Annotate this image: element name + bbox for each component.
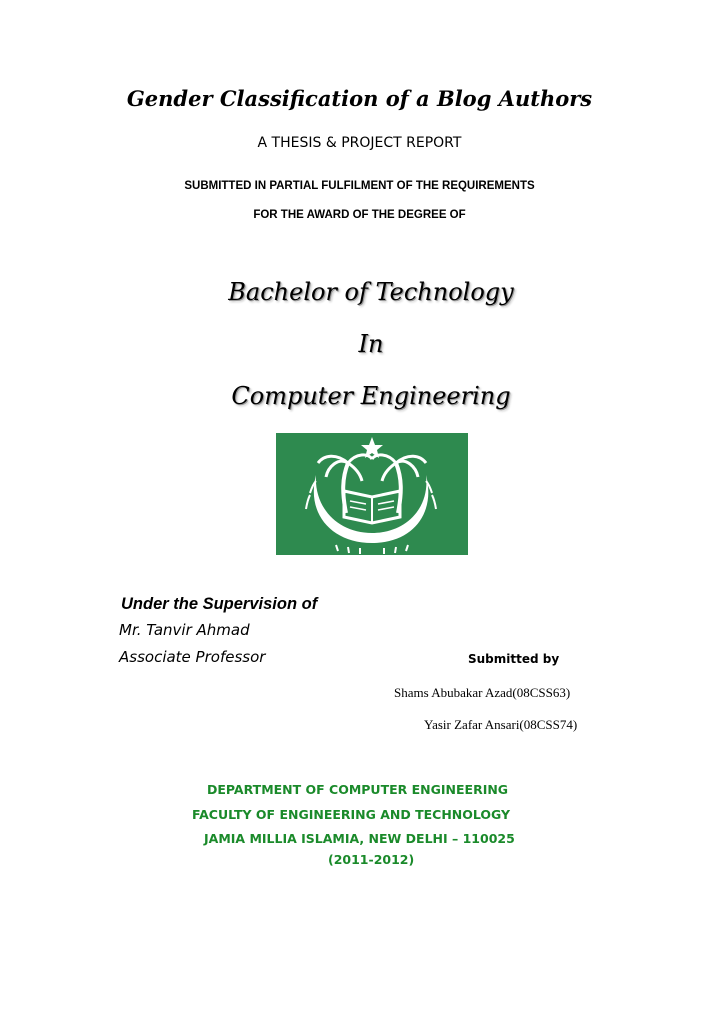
university-name: JAMIA MILLIA ISLAMIA, NEW DELHI – 110025 (204, 831, 515, 846)
student-name: Shams Abubakar Azad(08CSS63) (394, 685, 571, 700)
supervisor-title: Associate Professor (119, 648, 266, 666)
submitted-by-label: Submitted by (468, 652, 560, 666)
submission-line-1: SUBMITTED IN PARTIAL FULFILMENT OF THE REQUIREMENTS (184, 180, 535, 192)
submission-line-2: FOR THE AWARD OF THE DEGREE OF (253, 209, 466, 221)
thesis-title: Gender Classification of a Blog Authors (126, 86, 593, 111)
faculty-name: FACULTY OF ENGINEERING AND TECHNOLOGY (192, 807, 511, 822)
academic-year: (2011-2012) (328, 852, 415, 867)
supervisor-name: Mr. Tanvir Ahmad (119, 621, 250, 639)
degree-name: Bachelor of Technology (228, 278, 514, 306)
supervision-heading: Under the Supervision of (121, 595, 318, 613)
university-emblem-icon (276, 433, 468, 555)
department-name: DEPARTMENT OF COMPUTER ENGINEERING (207, 782, 509, 797)
degree-in: In (358, 330, 384, 358)
report-type: A THESIS & PROJECT REPORT (257, 135, 462, 151)
student-name: Yasir Zafar Ansari(08CSS74) (424, 717, 578, 732)
degree-branch: Computer Engineering (231, 382, 511, 410)
